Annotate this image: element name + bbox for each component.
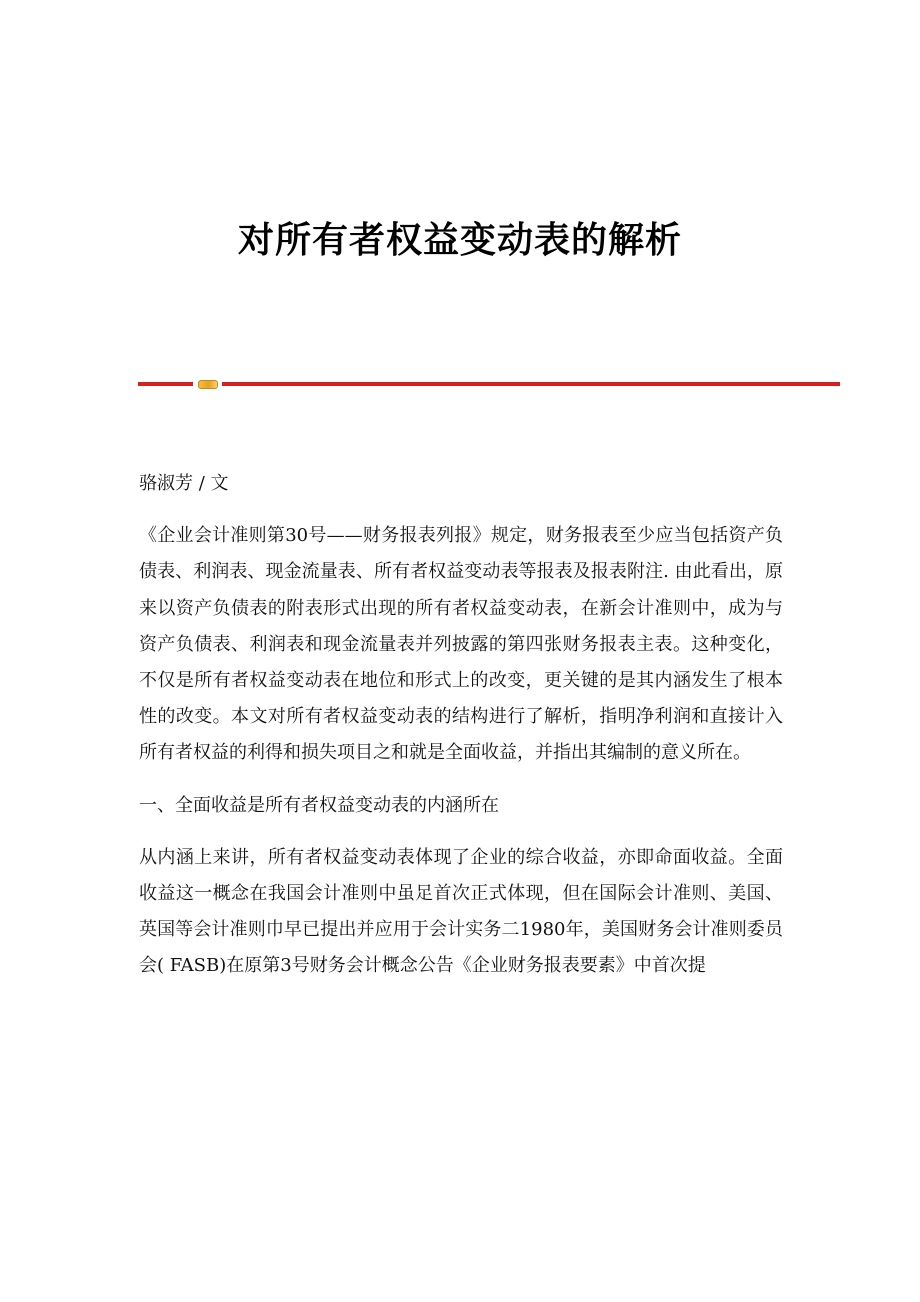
author-line: 骆淑芳 / 文 <box>139 473 229 494</box>
intro-paragraph: 《企业会计准则第30号——财务报表列报》规定，财务报表至少应当包括资产负债表、利润表、现金流量表、所有者权益变动表等报表及报表附注. 由此看出，原来以资产负债表的附表形式出现的所有者权益变动表，在新会计准则中，成为与资产负债表、利润表和现金流量表并列披露的第四张财务报表主表。这种变化，不仅是所有者权益变动表在地位和形式上的改变，更关键的是其内涵发生了根本性的改变。本文对所有者权益变动表的结构进行了解析，指明净利润和直接计入所有者权益的利得和损失项目之和就是全面收益，并指出其编制的意义所在。 <box>139 525 783 764</box>
title-divider <box>138 380 840 390</box>
section-paragraph: 从内涵上来讲，所有者权益变动表体现了企业的综合收益，亦即命面收益。全面收益这一概念在我国会计准则中虽足首次正式体现，但在国际会计准则、美国、英国等会计准则巾早已提出并应用于会计实务二1980年，美国财务会计准则委员会( FASB)在原第3号财务会计概念公告《企业财务报表要素》中首次提 <box>139 846 783 977</box>
divider-line-left <box>138 382 193 386</box>
divider-line-right <box>222 382 840 386</box>
document-title: 对所有者权益变动表的解析 <box>237 220 682 261</box>
section-heading: 一、全面收益是所有者权益变动表的内涵所在 <box>139 794 499 816</box>
article-body <box>139 466 783 1001</box>
divider-ornament-icon <box>198 380 218 389</box>
